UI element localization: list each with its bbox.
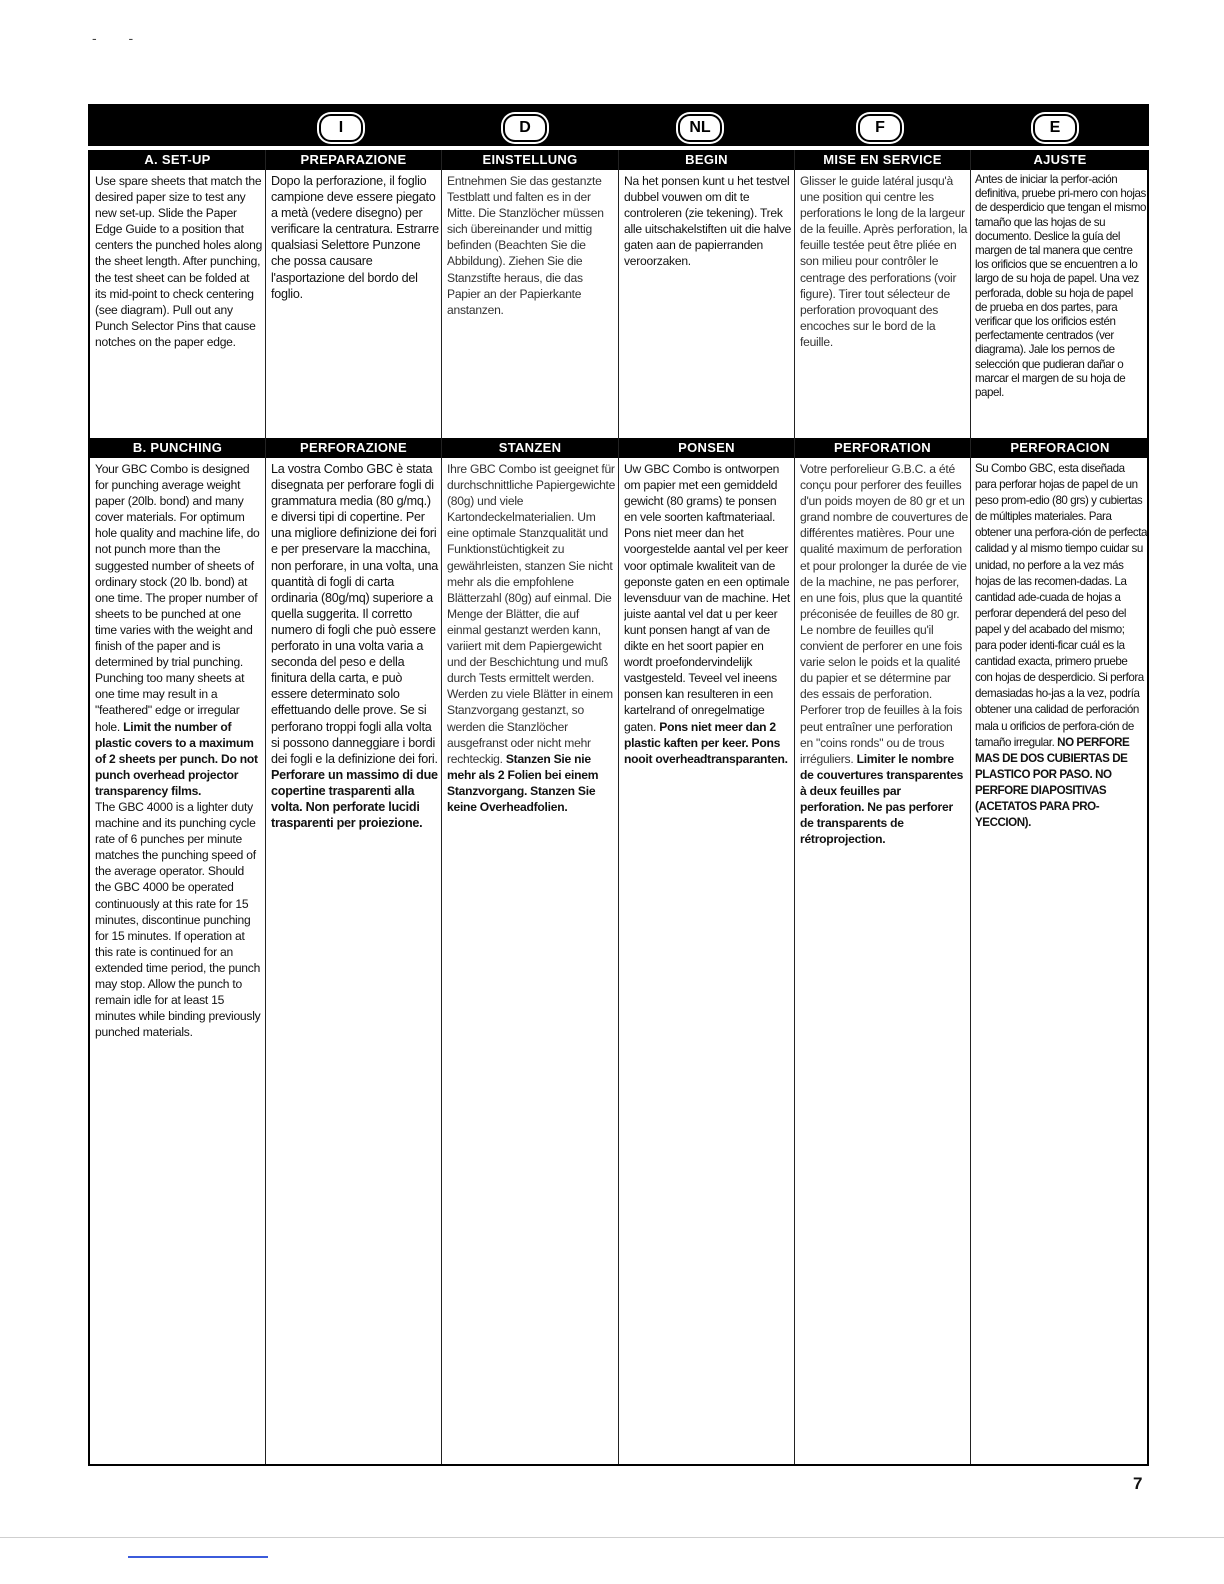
column-divider <box>441 150 442 1464</box>
language-badge-spanish: E <box>1033 114 1077 142</box>
setup-text-french: Glisser le guide latéral jusqu'à une position qui centre les perforations le long de la largeur de la feuille. Après perforation, la feuille testée peut être pliée en son milieu pour contrôler le centrage des perforations (voir figure). Tirer tout sélecteur de perforation provoquant des encoches sur le bord de la feuille. <box>800 174 968 349</box>
punching-text-english: Your GBC Combo is designed for punching average weight paper (20lb. bond) and many cover materials. For optimum hole quality and machine life, do not punch more than the suggested number of sheets of ordinary stock (20 lb. bond) at one time. The proper number of sheets to be punched at one time varies with the weight and finish of the paper and is determined by trial punching. Punching too many sheets at one time may result in a "feathered" edge or irregular hole. Limit the number of plastic covers to a maximum of 2 sheets per punch. Do not punch overhead projector transparency films. The GBC 4000 is a lighter duty machine and its punching cycle rate of 6 punches per minute matches the punching speed of the average operator. Should the GBC 4000 be operated continuously at this rate for 15 minutes, discontinue punching for 15 minutes. If operation at this rate is continued for an extended time period, the punch may stop. Allow the punch to remain idle for at least 15 minutes while binding previously punched materials. <box>95 462 261 1040</box>
page-number: 7 <box>1133 1474 1143 1493</box>
punching-warning-italian: Perforare un massimo di due copertine trasparenti alla volta. Non perforate lucidi trasparenti per proiezione. <box>271 767 438 831</box>
setup-text-spanish: Antes de iniciar la perfor-ación definitiva, pruebe pri-mero con hojas de desperdicio que tengan el mismo tamaño que las hojas de su documento. Deslice la guía del margen de tal manera que centre los orificios que se encuentren a lo largo de su hoja de papel. Una vez perforada, doble su hoja de papel de prueba en dos partes, para verificar que los orificios estén perfectamente centrados (ver diagrama). Jale los pernos de selección que pudieran dañar o marcar el margen de su hoja de papel. <box>975 173 1146 400</box>
language-badge-dutch: NL <box>678 114 722 142</box>
header-setup-german: EINSTELLUNG <box>442 150 618 170</box>
punching-duty-cycle-english: The GBC 4000 is a lighter duty machine and its punching cycle rate of 6 punches per minute matches the punching speed of the average operator. Should the GBC 4000 be operated continuously at this rate for 15 minutes, discontinue punching for 15 minutes. If operation at this rate is continued for an extended time period, the punch may stop. Allow the punch to remain idle for at least 15 minutes while binding previously punched materials. <box>95 799 261 1040</box>
header-setup-spanish: AJUSTE <box>971 150 1149 170</box>
language-badge-italian: I <box>319 114 363 142</box>
setup-text-dutch: Na het ponsen kunt u het testvel dubbel vouwen om dit te controleren (zie tekening). Trek alle uitschakelstiften uit die halve gaten aan de papierranden veroorzaken. <box>624 174 792 269</box>
header-punching-german: STANZEN <box>442 438 618 458</box>
language-bar <box>88 104 1149 146</box>
header-setup-dutch: BEGIN <box>619 150 794 170</box>
header-punching-italian: PERFORAZIONE <box>266 438 441 458</box>
punching-text-spanish: Su Combo GBC, esta diseñada para perforar hojas de papel de un peso prom-edio (80 grs) y cubiertas de múltiples materiales. Para obtener una perfora-ción de perfecta calidad y al mismo tiempo cuidar su unidad, no perfore a la vez más hojas de las recomen-dadas. La cantidad ade-cuada de hojas a perforar dependerá del peso del papel y del acabado del mismo; para poder identi-ficar cuál es la cantidad exacta, primero pruebe con hojas de desperdicio. Si perfora demasiadas ho-jas a la vez, podría obtener una calidad de perforación mala u orificios de perfora-ción de tamaño irregular. NO PERFORE MAS DE DOS CUBIERTAS DE PLASTICO POR PASO. NO PERFORE DIAPOSITIVAS (ACETATOS PARA PRO-YECCION). <box>975 462 1147 830</box>
punching-text-german: Ihre GBC Combo ist geeignet für durchschnittliche Papiergewichte (80g) und viele Kartondeckelmaterialien. Um eine optimale Stanzqualität und Funktionstüchtigkeit zu gewährleisten, stanzen Sie nicht mehr als die empfohlene Blätterzahl (80g) auf einmal. Die Menge der Blätter, die auf einmal gestanzt werden kann, variiert mit dem Papiergewicht und der Beschichtung und muß durch Tests ermittelt werden. Werden zu viele Blätter in einem Stanzvorgang gestanzt, so werden die Stanzlöcher ausgefranst oder nicht mehr rechteckig. Stanzen Sie nie mehr als 2 Folien bei einem Stanzvorgang. Stanzen Sie keine Overheadfolien. <box>447 462 616 814</box>
header-punching-dutch: PONSEN <box>619 438 794 458</box>
column-divider <box>265 150 266 1464</box>
setup-text-english: Use spare sheets that match the desired paper size to test any new set-up. Slide the Paper Edge Guide to a position that centers the punched holes along the sheet length. After punching, the test sheet can be folded at its mid-point to check centering (see diagram). Pull out any Punch Selector Pins that cause notches on the paper edge. <box>95 174 263 349</box>
header-punching-french: PERFORATION <box>795 438 970 458</box>
language-badge-german: D <box>503 114 547 142</box>
setup-text-german: Entnehmen Sie das gestanzte Testblatt und falten es in der Mitte. Die Stanzlöcher müssen sich übereinander und mittig befinden (Beachten Sie die Abbildung). Ziehen Sie die Stanzstifte heraus, die das Papier an der Papierkante anstanzen. <box>447 174 604 317</box>
punching-warning-spanish: NO PERFORE MAS DE DOS CUBIERTAS DE PLASTICO POR PASO. NO PERFORE DIAPOSITIVAS (ACETATOS PARA PRO-YECCION). <box>975 735 1130 830</box>
header-setup-french: MISE EN SERVICE <box>795 150 970 170</box>
column-divider <box>618 150 619 1464</box>
punching-text-italian: La vostra Combo GBC è stata disegnata per perforare fogli di grammatura media (80 g/mq.) e diversi tipi di copertine. Per una migliore definizione dei fori e per preservare la macchina, non perforare, in una volta, una quantità di fogli di carta ordinaria (80g/mq) superiore a quella suggerita. Il corretto numero di fogli che può essere perforato in una volta varia a seconda del peso e della finitura della carta, e può essere determinato solo effettuando delle prove. Se si perforano troppi fogli alla volta si possono danneggiare i bordi dei fogli e la definizione dei fori. Perforare un massimo di due copertine trasparenti alla volta. Non perforate lucidi trasparenti per proiezione. <box>271 462 439 831</box>
punching-text-french: Votre perforelieur G.B.C. a été conçu pour perforer des feuilles d'un poids moyen de 80 gr et un grand nombre de couvertures de différentes matières. Pour une qualité maximum de perforation et pour prolonger la durée de vie de la machine, ne pas perforer, en une fois, plus que la quantité préconisée de feuilles de 80 gr. Le nombre de feuilles qu'il convient de perforer en une fois varie selon le poids et la qualité du papier et se détermine par des essais de perforation. Perforer trop de feuilles à la fois peut entraîner une perforation en "coins ronds" ou de trous irréguliers. Limiter le nombre de couvertures transparentes à deux feuilles par perforation. Ne pas perforer de transparents de rétroprojection. <box>800 462 968 847</box>
punching-warning-german: Stanzen Sie nie mehr als 2 Folien bei einem Stanzvorgang. Stanzen Sie keine Overheadfolien. <box>447 751 599 814</box>
footer-divider <box>0 1537 1224 1538</box>
footer-link-line <box>128 1556 268 1558</box>
punching-warning-dutch: Pons niet meer dan 2 plastic kaften per keer. Pons nooit overheadtransparanten. <box>624 719 788 766</box>
scan-specks: - - <box>92 30 148 46</box>
header-setup-english: A. SET-UP <box>90 150 265 170</box>
header-punching-english: B. PUNCHING <box>90 438 265 458</box>
language-badge-french: F <box>858 114 902 142</box>
header-setup-italian: PREPARAZIONE <box>266 150 441 170</box>
instruction-table <box>88 150 1149 1466</box>
punching-warning-english: Limit the number of plastic covers to a maximum of 2 sheets per punch. Do not punch overhead projector transparency films. <box>95 719 258 798</box>
column-divider <box>794 150 795 1464</box>
punching-warning-french: Limiter le nombre de couvertures transparentes à deux feuilles par perforation. Ne pas perforer de transparents de rétroprojection. <box>800 751 964 847</box>
setup-text-italian: Dopo la perforazione, il foglio campione deve essere piegato a metà (vedere disegno) per verificare la centratura. Estrarre qualsiasi Selettore Punzone che possa causare l'asportazione del bordo del foglio. <box>271 174 439 301</box>
punching-text-dutch: Uw GBC Combo is ontworpen om papier met een gemiddeld gewicht (80 grams) te ponsen en vele soorten kaftmateriaal. Pons niet meer dan het voorgestelde aantal vel per keer voor optimale kwaliteit van de geponste gaten en een optimale levensduur van de machine. Het juiste aantal vel dat u per keer kunt ponsen hangt af van de dikte en het soort papier en wordt proefondervindelijk vastgesteld. Teveel vel ineens ponsen kan resulteren in een kartelrand of onregelmatige gaten. Pons niet meer dan 2 plastic kaften per keer. Pons nooit overheadtransparanten. <box>624 462 790 766</box>
header-punching-spanish: PERFORACION <box>971 438 1149 458</box>
column-divider <box>970 150 971 1464</box>
